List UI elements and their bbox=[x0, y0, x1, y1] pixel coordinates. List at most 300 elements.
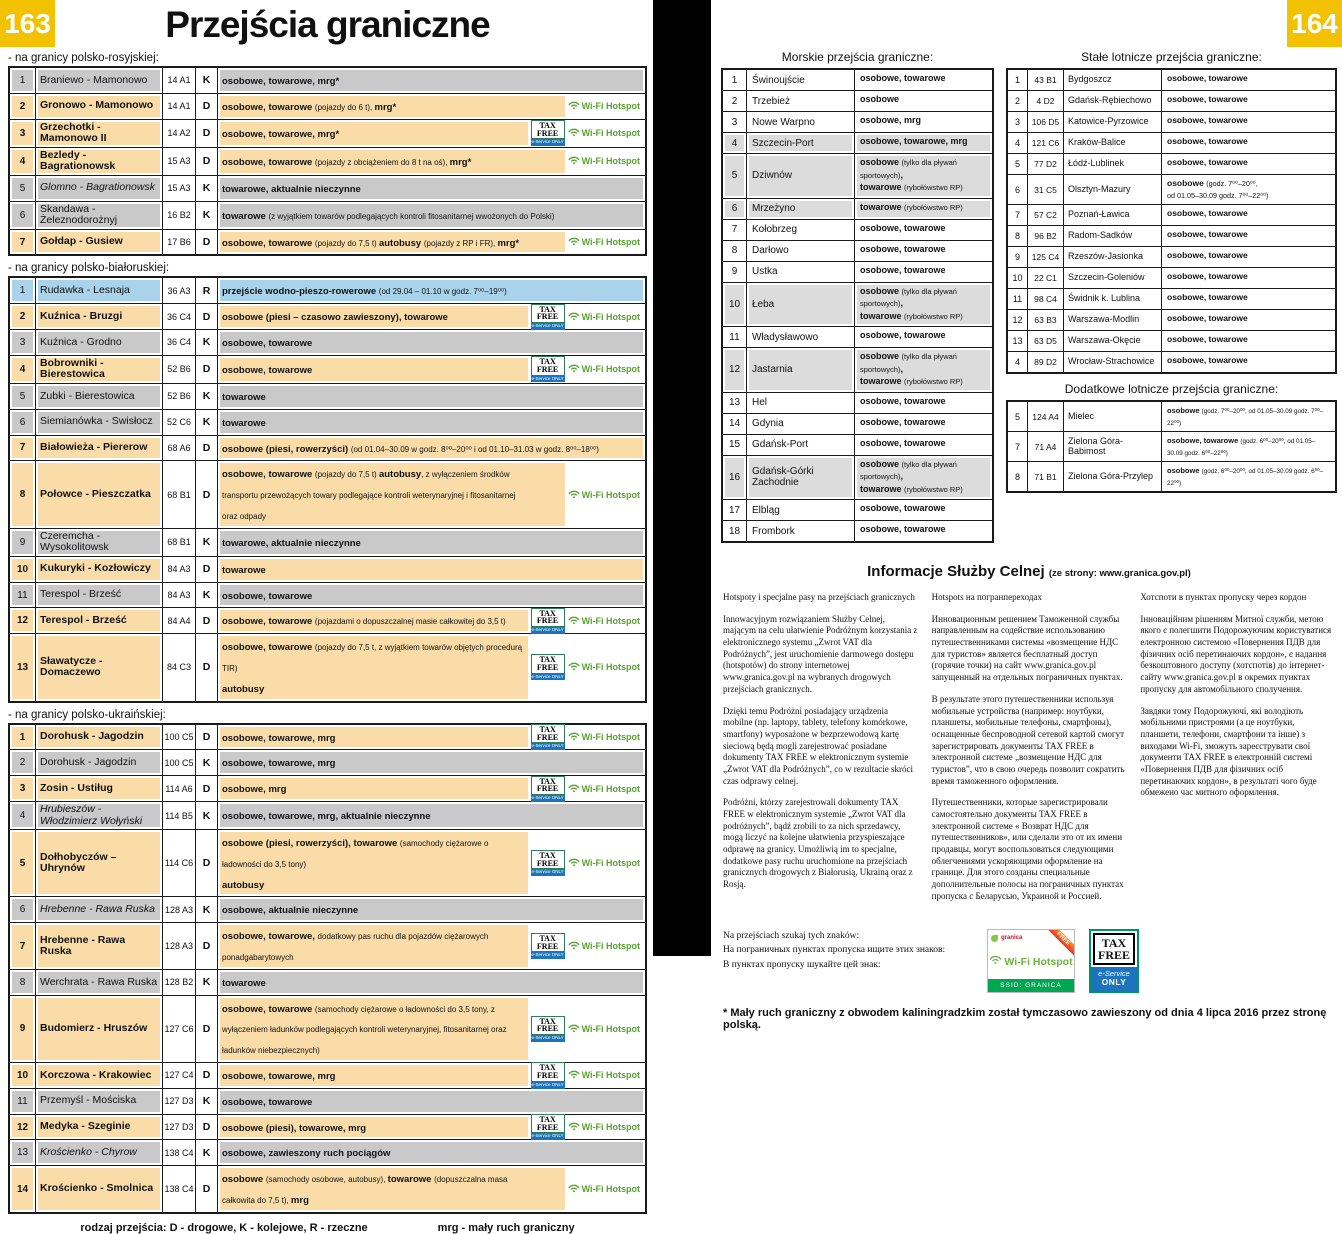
port-name: Mrzeżyno bbox=[747, 199, 855, 219]
description-text bbox=[222, 585, 312, 606]
wifi-icon bbox=[568, 1180, 580, 1198]
crossing-description bbox=[1162, 402, 1335, 431]
crossing-name: Czeremcha - Wysokolitowsk bbox=[36, 529, 163, 556]
legend-mrg: mrg - mały ruch graniczny bbox=[437, 1221, 575, 1234]
description-text bbox=[222, 386, 266, 407]
crossing-description bbox=[855, 91, 992, 111]
crossing-description bbox=[855, 112, 992, 132]
desc-segment: osobowe, towarowe bbox=[222, 338, 313, 350]
table-row bbox=[10, 1165, 645, 1212]
service-badges bbox=[528, 832, 643, 894]
airport-name: Olsztyn-Mazury bbox=[1064, 175, 1162, 204]
taxfree-badge-sub: e-Service ONLY bbox=[531, 322, 564, 328]
table-row bbox=[10, 556, 645, 582]
desc-segment: autobusy bbox=[378, 237, 424, 249]
wifi-hotspot-badge bbox=[568, 233, 640, 251]
wifi-card-label: Wi-Fi Hotspot bbox=[1004, 955, 1073, 968]
description-text bbox=[222, 96, 508, 117]
desc-segment: osobowe, towarowe, mrg bbox=[860, 136, 968, 146]
map-reference: 14 A2 bbox=[163, 120, 196, 147]
table-row bbox=[10, 329, 645, 355]
crossing-description bbox=[218, 970, 645, 995]
desc-segment: (od 29.04 – 01.10 w godz. 7⁰⁰–19⁰⁰) bbox=[378, 287, 507, 297]
footnote: * Mały ruch graniczny z obwodem kaliningradzkim został tymczasowo zawieszony od dnia 4 lipca 2016 przez stronę polską. bbox=[723, 1006, 1327, 1031]
taxfree-badge-sub: e-Service ONLY bbox=[531, 743, 564, 749]
row-number: 5 bbox=[723, 154, 747, 198]
air-row bbox=[1008, 461, 1335, 491]
taxfree-badge-sub: e-Service ONLY bbox=[531, 1034, 564, 1040]
crossing-description bbox=[218, 436, 645, 461]
desc-segment: osobowe, towarowe, mrg, aktualnie nieczynne bbox=[222, 811, 431, 823]
sea-row bbox=[723, 434, 992, 455]
crossing-type: K bbox=[196, 384, 218, 409]
air-row bbox=[1008, 70, 1335, 90]
customs-paragraph: Podróżni, którzy zarejestrowali dokumenty TAX FREE w elektronicznym systemie „Zwrot VAT dla podróżnych”, bądź zrobili to za nich sprzedawcy, mogą liczyć na kolejne ułatwienia przyspieszające odprawę na granicy. Umożliwią im to specjalne, dodatkowe pasy ruchu uruchomione na przejściach granicznych drogowych z Białorusią, Ukrainą oraz z Rosją. bbox=[723, 797, 913, 890]
crossing-description bbox=[1162, 112, 1335, 132]
row-number: 3 bbox=[723, 112, 747, 132]
crossing-type: D bbox=[196, 634, 218, 700]
crossing-name: Gronowo - Mamonowo bbox=[36, 94, 163, 119]
taxfree-badge-sub: e-Service ONLY bbox=[531, 952, 564, 958]
desc-segment: (godz. 6⁰⁰–20⁰⁰, od 01.05–30.09 godz. 6⁰⁰–22⁰⁰) bbox=[1167, 468, 1324, 487]
taxfree-badge-sub: e-Service ONLY bbox=[531, 1133, 564, 1139]
crossing-description bbox=[1162, 331, 1335, 351]
map-reference: 14 A1 bbox=[163, 68, 196, 93]
map-reference: 128 A3 bbox=[163, 923, 196, 969]
taxfree-badge bbox=[531, 850, 565, 876]
crossing-description bbox=[218, 557, 645, 582]
table-row bbox=[10, 119, 645, 147]
crossing-description bbox=[218, 750, 645, 775]
border-crossing-tables bbox=[8, 52, 647, 1214]
description-text bbox=[222, 1117, 478, 1138]
map-reference: 52 B6 bbox=[163, 356, 196, 383]
wifi-icon bbox=[568, 486, 580, 504]
crossing-description bbox=[855, 199, 992, 219]
customs-title bbox=[723, 563, 1335, 580]
row-number: 11 bbox=[1008, 289, 1028, 309]
desc-segment: osobowe, towarowe, bbox=[222, 931, 318, 943]
desc-segment: osobowe, towarowe bbox=[1167, 334, 1248, 344]
map-reference: 138 C4 bbox=[163, 1166, 196, 1212]
row-number: 7 bbox=[1008, 432, 1028, 461]
crossing-type: D bbox=[196, 557, 218, 582]
desc-segment: towarowe bbox=[860, 182, 905, 192]
section-label: - na granicy polsko-białoruskiej: bbox=[8, 262, 170, 275]
map-reference: 17 B6 bbox=[163, 230, 196, 255]
description-text bbox=[222, 178, 361, 199]
taxfree-badge bbox=[531, 120, 565, 146]
desc-segment: (pojazdy do 7,5 t) bbox=[314, 238, 379, 248]
taxfree-badge bbox=[531, 1114, 565, 1140]
crossing-description bbox=[1162, 352, 1335, 372]
row-number: 8 bbox=[1008, 226, 1028, 246]
crossing-name: Terespol - Brześć bbox=[36, 583, 163, 608]
sea-row bbox=[723, 70, 992, 90]
map-reference: 114 C6 bbox=[163, 830, 196, 896]
desc-segment: (tylko dla pływań sportowych) bbox=[860, 352, 957, 374]
wifi-icon bbox=[989, 955, 1002, 968]
port-name: Jastarnia bbox=[747, 348, 855, 392]
taxfree-badge-sub: e-Service ONLY bbox=[531, 375, 564, 381]
wifi-icon bbox=[568, 780, 580, 798]
map-reference: 52 C6 bbox=[163, 410, 196, 435]
crossing-description bbox=[218, 148, 645, 175]
taxfree-badge bbox=[531, 724, 565, 750]
taxfree-badge bbox=[531, 304, 565, 330]
desc-segment: osobowe, towarowe bbox=[222, 590, 313, 602]
page-number-badge-right: 164 bbox=[1287, 0, 1342, 47]
crossing-type: D bbox=[196, 608, 218, 633]
taxfree-badge-label: TAX FREE bbox=[531, 120, 565, 139]
crossing-description bbox=[855, 456, 992, 500]
description-text bbox=[222, 332, 312, 353]
port-name: Dziwnów bbox=[747, 154, 855, 198]
table-row bbox=[10, 278, 645, 303]
row-number: 4 bbox=[10, 356, 36, 383]
air-row bbox=[1008, 267, 1335, 288]
crossing-type: R bbox=[196, 278, 218, 303]
crossing-description bbox=[855, 262, 992, 282]
row-number: 7 bbox=[723, 220, 747, 240]
row-number: 11 bbox=[10, 1089, 36, 1114]
crossing-name: Dorohusk - Jagodzin bbox=[36, 725, 163, 750]
desc-segment: towarowe bbox=[222, 564, 266, 576]
desc-segment: mrg* bbox=[374, 101, 397, 113]
crossing-name: Przemyśl - Mościska bbox=[36, 1089, 163, 1114]
port-name: Trzebież bbox=[747, 91, 855, 111]
taxfree-badge bbox=[531, 933, 565, 959]
desc-segment: osobowe, towarowe bbox=[222, 1096, 313, 1108]
sea-row bbox=[723, 413, 992, 434]
map-reference: 128 A3 bbox=[163, 897, 196, 922]
customs-columns bbox=[723, 592, 1335, 913]
crossing-description bbox=[218, 634, 645, 700]
desc-segment: osobowe, towarowe bbox=[222, 156, 315, 168]
customs-paragraph: Хотспоти в пунктах пропуску через кордон bbox=[1140, 592, 1307, 602]
desc-segment: (tylko dla pływań sportowych) bbox=[860, 158, 957, 180]
row-number: 4 bbox=[1008, 133, 1028, 153]
crossing-description bbox=[1162, 268, 1335, 288]
page-number-badge-left: 163 bbox=[0, 0, 55, 47]
wifi-icon bbox=[568, 658, 580, 676]
row-number: 8 bbox=[1008, 462, 1028, 491]
crossing-name: Glomno - Bagrationowsk bbox=[36, 176, 163, 201]
crossing-name: Grzechotki - Mamonowo II bbox=[36, 120, 163, 147]
desc-segment: osobowe, towarowe bbox=[222, 616, 315, 628]
desc-segment: autobusy bbox=[222, 683, 265, 695]
service-badges bbox=[528, 925, 643, 967]
desc-segment: osobowe, towarowe bbox=[1167, 136, 1248, 146]
row-number: 6 bbox=[1008, 175, 1028, 204]
crossing-description bbox=[855, 500, 992, 520]
air-table bbox=[1006, 68, 1337, 374]
desc-segment: osobowe, towarowe bbox=[860, 264, 946, 275]
row-number: 11 bbox=[10, 583, 36, 608]
border-table bbox=[8, 276, 647, 702]
row-number: 2 bbox=[10, 750, 36, 775]
crossing-description bbox=[855, 414, 992, 434]
free-ribbon: FREE bbox=[1043, 929, 1075, 959]
service-badges bbox=[565, 1168, 643, 1210]
crossing-description bbox=[218, 923, 645, 969]
description-text bbox=[222, 532, 361, 553]
desc-segment: osobowe, towarowe bbox=[860, 222, 946, 233]
map-reference: 89 D2 bbox=[1028, 352, 1064, 372]
map-reference: 68 B1 bbox=[163, 529, 196, 556]
taxfree-badge-sub: e-Service ONLY bbox=[531, 139, 564, 145]
wifi-badge-label: Wi-Fi Hotspot bbox=[581, 489, 640, 500]
desc-segment: osobowe, towarowe bbox=[860, 503, 946, 513]
crossing-type: K bbox=[196, 750, 218, 775]
crossing-description bbox=[218, 120, 645, 147]
port-name: Świnoujście bbox=[747, 70, 855, 90]
map-reference: 84 A3 bbox=[163, 557, 196, 582]
row-number: 12 bbox=[10, 1115, 36, 1140]
air-row bbox=[1008, 153, 1335, 174]
crossing-description bbox=[218, 529, 645, 556]
description-text bbox=[222, 899, 358, 920]
row-number: 8 bbox=[10, 970, 36, 995]
description-text bbox=[222, 151, 583, 172]
air-extra-table bbox=[1006, 400, 1337, 493]
map-reference: 127 D3 bbox=[163, 1115, 196, 1140]
desc-segment: (pojazdy do 7,5 t, z wyjątkiem towarów objętych procedurą TIR) bbox=[222, 643, 523, 674]
crossing-type: D bbox=[196, 120, 218, 147]
table-row bbox=[10, 633, 645, 700]
taxfree-badge-label: TAX FREE bbox=[531, 608, 565, 627]
desc-segment: (pojazdy do 6 t), bbox=[314, 102, 375, 112]
desc-segment: osobowe, towarowe, mrg bbox=[222, 1071, 336, 1083]
crossing-type: K bbox=[196, 1089, 218, 1114]
wifi-hotspot-badge bbox=[568, 780, 640, 798]
row-number: 9 bbox=[10, 529, 36, 556]
table-row bbox=[10, 725, 645, 750]
wifi-badge-label: Wi-Fi Hotspot bbox=[581, 156, 640, 167]
desc-segment: (pojazdami o dopuszczalnej masie całkowitej do 3,5 t) bbox=[314, 617, 506, 627]
row-number: 4 bbox=[723, 133, 747, 153]
desc-segment: osobowe, towarowe bbox=[1167, 157, 1248, 167]
map-reference: 71 B1 bbox=[1028, 462, 1064, 491]
wifi-badge-label: Wi-Fi Hotspot bbox=[581, 237, 640, 248]
taxfree-badge-sub: e-Service ONLY bbox=[531, 794, 564, 800]
table-row bbox=[10, 582, 645, 608]
crossing-type: D bbox=[196, 148, 218, 175]
wifi-hotspot-badge bbox=[568, 152, 640, 170]
table-row bbox=[10, 1062, 645, 1088]
desc-segment: , bbox=[900, 298, 903, 308]
airport-name: Szczecin-Goleniów bbox=[1064, 268, 1162, 288]
row-number: 3 bbox=[10, 330, 36, 355]
taxfree-badge-label: TAX FREE bbox=[531, 1114, 565, 1133]
crossing-name: Zubki - Bierestowica bbox=[36, 384, 163, 409]
sea-crossings-column bbox=[721, 50, 994, 543]
sea-row bbox=[723, 455, 992, 500]
map-reference: 96 B2 bbox=[1028, 226, 1064, 246]
section-label: - na granicy polsko-rosyjskiej: bbox=[8, 52, 159, 64]
table-row bbox=[10, 969, 645, 995]
crossing-description bbox=[855, 327, 992, 347]
desc-segment: (godz. 6⁰⁰–20⁰⁰, od 01.05–30.09 godz. 6⁰⁰–22⁰⁰) bbox=[1167, 438, 1316, 457]
service-badges bbox=[528, 1065, 643, 1086]
port-name: Nowe Warpno bbox=[747, 112, 855, 132]
row-number: 3 bbox=[1008, 112, 1028, 132]
crossing-description bbox=[1162, 289, 1335, 309]
air-row bbox=[1008, 431, 1335, 461]
signs-line-ru: На пограничных пунктах пропуска ищите этих знаков: bbox=[723, 945, 946, 956]
map-reference: 128 B2 bbox=[163, 970, 196, 995]
taxfree-badge-label: TAX FREE bbox=[531, 356, 565, 375]
description-text bbox=[222, 1091, 312, 1112]
crossing-description bbox=[855, 348, 992, 392]
crossing-name: Krościenko - Chyrow bbox=[36, 1140, 163, 1165]
air-row bbox=[1008, 225, 1335, 246]
row-number: 9 bbox=[723, 262, 747, 282]
wifi-icon bbox=[568, 1118, 580, 1136]
row-number: 4 bbox=[10, 802, 36, 829]
crossing-description bbox=[855, 241, 992, 261]
crossing-description bbox=[1162, 91, 1335, 111]
airport-name: Gdańsk-Rębiechowo bbox=[1064, 91, 1162, 111]
sea-row bbox=[723, 326, 992, 347]
taxfree-badge-label: TAX FREE bbox=[531, 776, 565, 795]
crossing-description bbox=[218, 356, 645, 383]
map-reference: 77 D2 bbox=[1028, 154, 1064, 174]
table-row bbox=[10, 1088, 645, 1114]
desc-segment: (tylko dla pływań sportowych) bbox=[860, 459, 957, 481]
air-row bbox=[1008, 309, 1335, 330]
row-number: 7 bbox=[1008, 205, 1028, 225]
customs-paragraph: Завдяки тому Подорожуючі, які володіють мобільними пристроями (а це ноутбуки, планшети, телефони, смартфони та інше) з виходами Wi-Fi, зможуть зареєструвати свої документи TAX FREE в електронній системі «Повернення ПДВ для фізичних осіб перетинаючих кордон», в результаті чого буде обмежено час митного оформлення. bbox=[1140, 705, 1317, 798]
desc-segment: (pojazdy z RP i FR), bbox=[423, 238, 498, 248]
airport-name: Kraków-Balice bbox=[1064, 133, 1162, 153]
row-number: 15 bbox=[723, 435, 747, 455]
desc-segment: osobowe, mrg bbox=[222, 784, 287, 796]
crossing-description bbox=[218, 176, 645, 201]
map-reference: 36 C4 bbox=[163, 330, 196, 355]
wifi-hotspot-badge bbox=[568, 854, 640, 872]
crossing-description bbox=[218, 202, 645, 229]
customs-paragraph: Путешественники, которые зарегистрировали самостоятельно документы TAX FREE в электронной системе « Возврат НДС для путешественников», или сделали это от их имени продавцы, могут воспользоваться следующими облегчениями ускоряющими оформление на границе. Для этого созданы специальные дополнительные полосы на пограничных пунктах пропуска с Беларусью, Украиной и Россией. bbox=[931, 797, 1124, 901]
wifi-badge-label: Wi-Fi Hotspot bbox=[581, 1122, 640, 1133]
wifi-hotspot-badge bbox=[568, 658, 640, 676]
taxfree-badge bbox=[531, 776, 565, 802]
crossing-name: Kukuryki - Kozłowiczy bbox=[36, 557, 163, 582]
sea-row bbox=[723, 282, 992, 327]
description-text bbox=[222, 438, 599, 459]
table-row bbox=[10, 93, 645, 119]
desc-segment: osobowe, towarowe bbox=[860, 73, 946, 83]
air-row bbox=[1008, 111, 1335, 132]
map-reference: 84 C3 bbox=[163, 634, 196, 700]
airport-name: Świdnik k. Lublina bbox=[1064, 289, 1162, 309]
customs-title-suffix: (ze strony: www.granica.gov.pl) bbox=[1048, 568, 1191, 579]
desc-segment: (rybołówstwo RP) bbox=[904, 377, 963, 386]
wifi-badge-label: Wi-Fi Hotspot bbox=[581, 662, 640, 673]
row-number: 6 bbox=[10, 202, 36, 229]
crossing-description bbox=[855, 133, 992, 153]
taxfree-badge-label: TAX FREE bbox=[531, 850, 565, 869]
crossing-description bbox=[1162, 226, 1335, 246]
desc-segment: osobowe, zawieszony ruch pociągów bbox=[222, 1148, 391, 1160]
row-number: 13 bbox=[10, 1140, 36, 1165]
crossing-description bbox=[218, 330, 645, 355]
crossing-description bbox=[1162, 175, 1335, 204]
crossing-description bbox=[218, 1115, 645, 1140]
row-number: 12 bbox=[1008, 310, 1028, 330]
desc-segment: osobowe bbox=[860, 458, 902, 469]
row-number: 14 bbox=[10, 1166, 36, 1212]
airport-name: Zielona Góra-Przylep bbox=[1064, 462, 1162, 491]
desc-segment: osobowe, towarowe bbox=[1167, 208, 1248, 218]
row-number: 10 bbox=[10, 557, 36, 582]
taxfree-sign bbox=[1089, 929, 1139, 993]
airport-name: Warszawa-Modlin bbox=[1064, 310, 1162, 330]
crossing-type: K bbox=[196, 202, 218, 229]
air-row bbox=[1008, 246, 1335, 267]
table-row bbox=[10, 995, 645, 1062]
description-text bbox=[222, 805, 431, 826]
table-row bbox=[10, 229, 645, 255]
desc-segment: (samochody ciężarowe o ładowności do 3,5 tony) bbox=[222, 839, 489, 869]
row-number: 4 bbox=[10, 148, 36, 175]
desc-segment: osobowe, towarowe bbox=[860, 395, 946, 406]
taxfree-badge-label: TAX FREE bbox=[531, 654, 565, 673]
crossing-type: D bbox=[196, 1115, 218, 1140]
description-text bbox=[222, 778, 398, 799]
desc-segment: towarowe, aktualnie nieczynne bbox=[222, 183, 361, 195]
wifi-hotspot-badge bbox=[568, 1180, 640, 1198]
desc-segment: osobowe bbox=[1167, 178, 1207, 188]
crossing-type: D bbox=[196, 304, 218, 329]
crossing-description bbox=[1162, 133, 1335, 153]
crossing-description bbox=[218, 278, 645, 303]
crossing-description bbox=[1162, 310, 1335, 330]
crossing-description bbox=[855, 220, 992, 240]
taxfree-badge-label: TAX FREE bbox=[531, 724, 565, 743]
wifi-hotspot-badge bbox=[568, 728, 640, 746]
desc-segment: osobowe, towarowe bbox=[860, 437, 946, 448]
map-reference: 36 C4 bbox=[163, 304, 196, 329]
table-row bbox=[10, 607, 645, 633]
row-number: 6 bbox=[10, 897, 36, 922]
taxfree-sign-text bbox=[1093, 933, 1135, 965]
sea-row bbox=[723, 347, 992, 392]
desc-segment: osobowe, towarowe bbox=[860, 330, 946, 340]
map-reference: 121 C6 bbox=[1028, 133, 1064, 153]
desc-segment: (dopuszczalna masa całkowita do 7,5 t), bbox=[222, 1175, 508, 1206]
crossing-name: Krościenko - Smolnica bbox=[36, 1166, 163, 1212]
wifi-icon bbox=[568, 728, 580, 746]
row-number: 16 bbox=[723, 456, 747, 500]
port-name: Elbląg bbox=[747, 500, 855, 520]
desc-segment: towarowe bbox=[860, 310, 905, 321]
crossing-name: Hrubieszów - Włodzimierz Wołyński bbox=[36, 802, 163, 829]
map-reference: 36 A3 bbox=[163, 278, 196, 303]
desc-segment: (samochody ciężarowe o ładowności do 3,5 tony, z wyłączeniem ładunków podlegających kontroli weterynaryjnej, fitosanitarnej oraz ładunków niebezpiecznych) bbox=[222, 1004, 507, 1056]
air-row bbox=[1008, 402, 1335, 431]
air-row bbox=[1008, 204, 1335, 225]
crossing-description bbox=[1162, 205, 1335, 225]
table-row bbox=[10, 749, 645, 775]
air-row bbox=[1008, 174, 1335, 204]
desc-segment: osobowe, towarowe bbox=[1167, 271, 1248, 281]
port-name: Frombork bbox=[747, 521, 855, 541]
map-reference: 100 C5 bbox=[163, 725, 196, 750]
table-row bbox=[10, 355, 645, 383]
map-reference: 31 C5 bbox=[1028, 175, 1064, 204]
crossing-name: Korczowa - Krakowiec bbox=[36, 1063, 163, 1088]
